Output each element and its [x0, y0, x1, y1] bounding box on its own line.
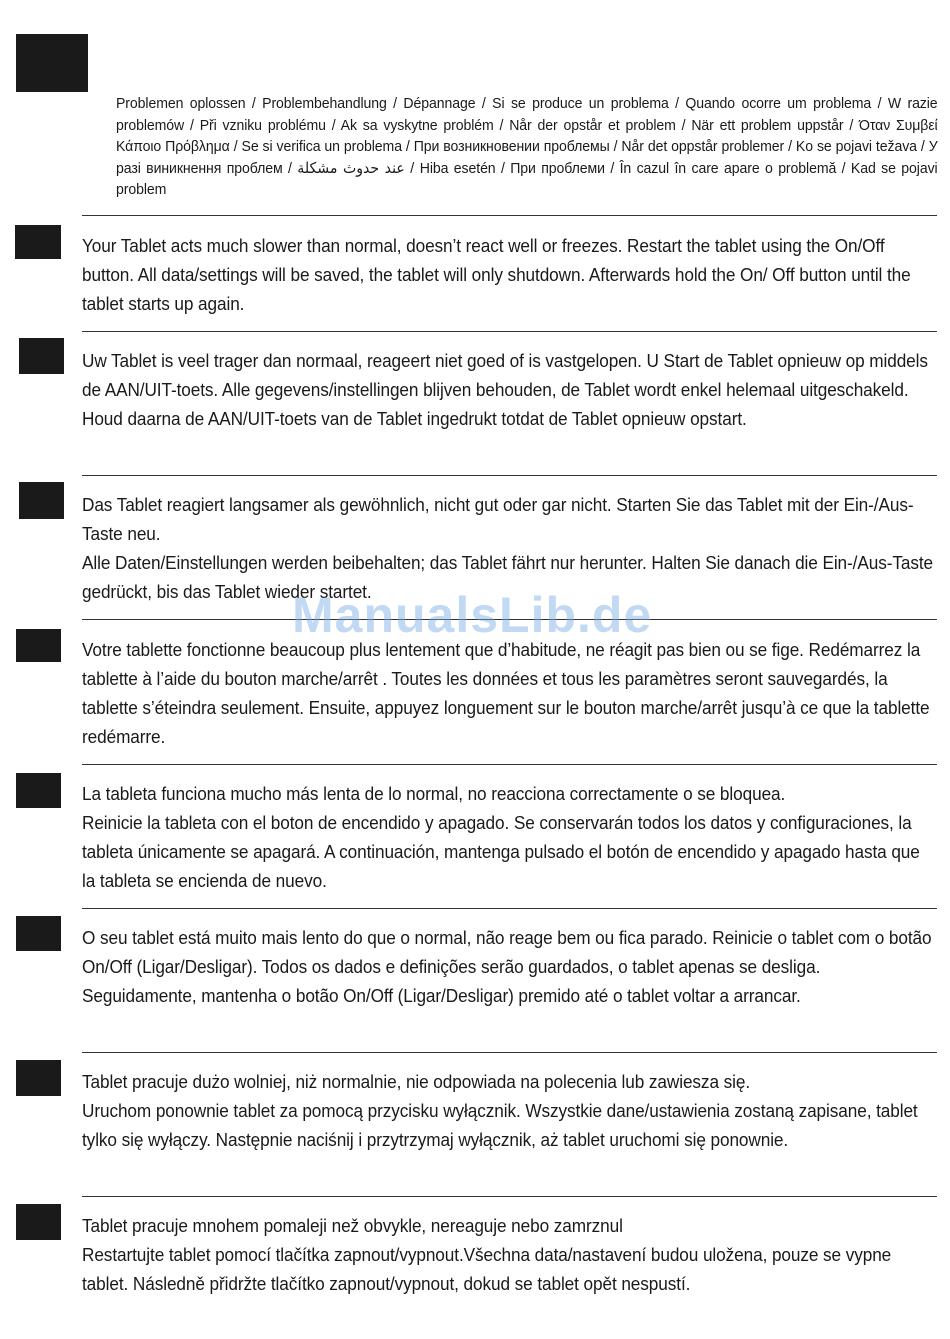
- section-divider: [82, 1052, 937, 1053]
- section-divider: [82, 331, 937, 332]
- language-block-de: [19, 482, 64, 519]
- section-body: [82, 1211, 936, 1298]
- section-divider: [82, 619, 937, 620]
- paragraph: Das Tablet reagiert langsamer als gewöhnlich, nicht gut oder gar nicht. Starten Sie das Tablet mit der Ein-/Aus-Taste neu.: [82, 494, 914, 544]
- language-block-pl: [16, 1060, 61, 1096]
- paragraph: Your Tablet acts much slower than normal, doesn’t react well or freezes. Restart the tablet using the On/Off button. All data/settings will be saved, the tablet will only shutdown. Afterwards hold the On/ Off button until the tablet starts up again.: [82, 235, 916, 314]
- paragraph: Restartujte tablet pomocí tlačítka zapnout/vypnout.Všechna data/nastavení budou uložena, pouze se vypne tablet. Následně přidržte tlačítko zapnout/vypnout, dokud se tablet opět nespustí.: [82, 1244, 896, 1294]
- paragraph: Votre tablette fonctionne beaucoup plus lentement que d’habitude, ne réagit pas bien ou se fige. Redémarrez la tablette à l’aide du bouton marche/arrêt . Toutes les données et tous les paramètres seront sauvegardés, la tablette s’éteindra seulement. Ensuite, appuyez longuement sur le bouton marche/arrêt jusqu’à ce que la tablette redémarre.: [82, 639, 935, 747]
- section-body: [82, 1067, 936, 1154]
- section-body: [82, 490, 936, 606]
- language-block-en: [15, 225, 61, 259]
- paragraph: Reinicie la tableta con el boton de encendido y apagado. Se conservarán todos los datos y configuraciones, la tableta únicamente se apagará. A continuación, mantenga pulsado el botón de encendido y apagado hasta que la tableta se encienda de nuevo.: [82, 812, 925, 891]
- section-body: [82, 779, 936, 895]
- paragraph: Alle Daten/Einstellungen werden beibehalten; das Tablet fährt nur herunter. Halten Sie danach die Ein-/Aus-Taste gedrückt, bis das Tablet wieder startet.: [82, 552, 938, 602]
- language-block-es: [16, 773, 61, 808]
- section-divider: [82, 1196, 937, 1197]
- section-body: [82, 635, 936, 751]
- section-divider: [82, 908, 937, 909]
- header-language-block: [16, 34, 88, 92]
- paragraph: Tablet pracuje dużo wolniej, niż normalnie, nie odpowiada na polecenia lub zawiesza się.: [82, 1071, 751, 1092]
- section-divider: [82, 475, 937, 476]
- section-body: [82, 231, 936, 318]
- watermark: ManualsLib.de: [292, 587, 653, 643]
- paragraph: La tableta funciona mucho más lenta de lo normal, no reacciona correctamente o se bloquea.: [82, 783, 786, 804]
- language-block-nl: [19, 338, 64, 374]
- section-divider: [82, 764, 937, 765]
- language-block-pt: [16, 916, 61, 951]
- paragraph: O seu tablet está muito mais lento do que o normal, não reage bem ou fica parado. Reinicie o tablet com o botão On/Off (Ligar/Desligar). Todos os dados e definições serão guardados, o tablet apenas se desliga. Seguidamente, mantenha o botão On/Off (Ligar/Desligar) premido até o tablet voltar a arrancar.: [82, 927, 937, 1006]
- paragraph: Tablet pracuje mnohem pomaleji než obvykle, nereaguje nebo zamrznul: [82, 1215, 623, 1236]
- paragraph: Uw Tablet is veel trager dan normaal, reageert niet goed of is vastgelopen. U Start de Tablet opnieuw op middels de AAN/UIT-toets. Alle gegevens/instellingen blijven behouden, de Tablet wordt enkel helemaal uitgeschakeld. Houd daarna de AAN/UIT-toets van de Tablet ingedrukt totdat de Tablet opnieuw opstart.: [82, 350, 933, 429]
- language-block-cz: [16, 1204, 61, 1240]
- header-troubleshooting-titles: Problemen oplossen / Problembehandlung / Dépannage / Si se produce un problema / Quando ocorre um problema / W razie problemów / Při vzniku problému / Ak sa vyskytne problém / Når der opstår et problem / När ett problem uppstår / Όταν Συμβεί Κάποιο Πρόβλημα / Se si verifica un problema / При возникновении проблемы / Når det oppstår problemer / Ko se pojavi težava / У разі виникнення проблем / عند حدوث مشكلة / Hiba esetén / При проблеми / În cazul în care apare o problemă / Kad se pojavi problem: [116, 95, 938, 198]
- section-body: [82, 923, 936, 1010]
- section-divider: [82, 215, 937, 216]
- section-body: [82, 346, 936, 433]
- language-block-fr: [16, 629, 61, 662]
- paragraph: Uruchom ponownie tablet za pomocą przycisku wyłącznik. Wszystkie dane/ustawienia zostaną zapisane, tablet tylko się wyłączy. Następnie naciśnij i przytrzymaj wyłącznik, aż tablet uruchomi się ponownie.: [82, 1100, 923, 1150]
